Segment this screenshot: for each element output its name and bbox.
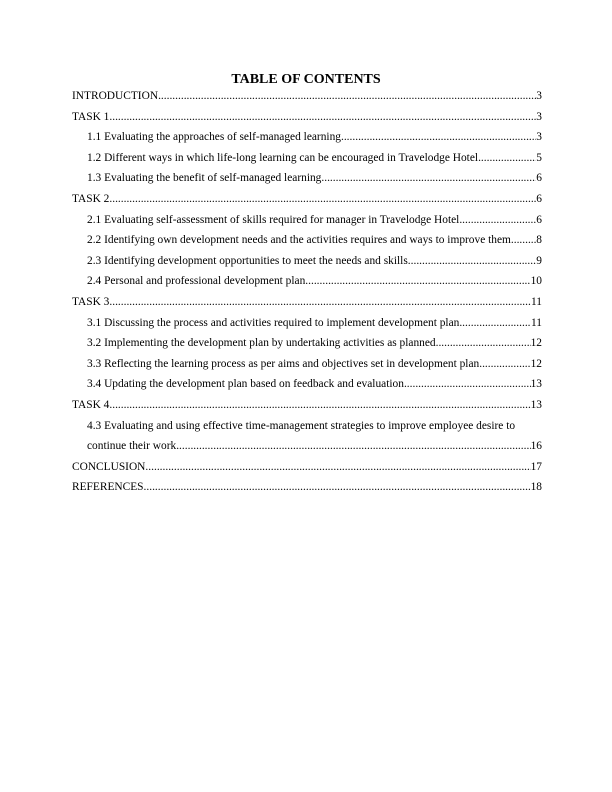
- dot-leader: [436, 333, 531, 354]
- toc-entry-3-3[interactable]: [72, 354, 542, 375]
- toc-entry-label: 2.1 Evaluating self-assessment of skills required for manager in Travelodge Hotel: [87, 213, 460, 226]
- dot-leader: [459, 313, 531, 334]
- toc-entry-label: 1.3 Evaluating the benefit of self-managed learning: [87, 172, 322, 185]
- toc-entry-3-4[interactable]: [72, 374, 542, 395]
- toc-entry-label: TASK 2: [72, 192, 110, 205]
- toc-entry-task-2[interactable]: [72, 189, 542, 210]
- toc-entry-1-1[interactable]: [72, 127, 542, 148]
- toc-entry-references[interactable]: [72, 477, 542, 498]
- toc-entry-2-4[interactable]: [72, 271, 542, 292]
- page-title: TABLE OF CONTENTS: [231, 72, 381, 87]
- toc-entry-introduction[interactable]: [72, 86, 542, 107]
- dot-leader: [109, 292, 531, 313]
- toc-entry-2-2[interactable]: [72, 230, 542, 251]
- toc-entry-label: 2.2 Identifying own development needs and the activities requires and ways to improve them: [87, 234, 511, 247]
- toc-entry-1-2[interactable]: [72, 148, 542, 169]
- toc-page-number: 10: [530, 275, 542, 288]
- toc-entry-4-3-continued[interactable]: [72, 436, 542, 457]
- toc-page-number: 13: [530, 398, 542, 411]
- toc-entry-label: 2.3 Identifying development opportunities to meet the needs and skills: [87, 254, 408, 267]
- toc-entry-2-1[interactable]: [72, 210, 542, 231]
- toc-entry-label: 3.3 Reflecting the learning process as per aims and objectives set in development plan: [87, 357, 480, 370]
- dot-leader: [341, 127, 536, 148]
- toc-entry-label: TASK 3: [72, 295, 110, 308]
- toc-entry-label: 3.1 Discussing the process and activities required to implement development plan: [87, 316, 460, 329]
- dot-leader: [408, 251, 537, 272]
- toc-page-number: 17: [530, 460, 542, 473]
- dot-leader: [478, 148, 536, 169]
- table-of-contents: [72, 86, 542, 498]
- dot-leader: [511, 230, 536, 251]
- toc-entry-label: CONCLUSION: [72, 460, 146, 473]
- toc-entry-2-3[interactable]: [72, 251, 542, 272]
- toc-entry-4-3[interactable]: [72, 416, 542, 437]
- toc-entry-label: REFERENCES: [72, 481, 144, 494]
- dot-leader: [404, 374, 531, 395]
- toc-entry-3-1[interactable]: [72, 313, 542, 334]
- dot-leader: [109, 395, 530, 416]
- toc-entry-3-2[interactable]: [72, 333, 542, 354]
- toc-page-number: 5: [536, 151, 542, 164]
- toc-page-number: 18: [530, 481, 542, 494]
- toc-page-number: 6: [536, 172, 542, 185]
- toc-entry-label: 1.2 Different ways in which life-long learning can be encouraged in Travelodge Hotel: [87, 151, 479, 164]
- dot-leader: [109, 189, 536, 210]
- toc-entry-label: 4.3 Evaluating and using effective time-management strategies to improve employee desire to: [87, 419, 516, 432]
- toc-page-number: 8: [536, 234, 542, 247]
- toc-entry-conclusion[interactable]: [72, 457, 542, 478]
- toc-page-number: 9: [536, 254, 542, 267]
- dot-leader: [145, 457, 530, 478]
- toc-entry-label: 3.4 Updating the development plan based on feedback and evaluation: [87, 378, 404, 391]
- toc-page-number: 6: [536, 192, 542, 205]
- toc-page-number: 12: [530, 337, 542, 350]
- toc-page-number: 3: [536, 90, 542, 102]
- toc-entry-label: INTRODUCTION: [72, 90, 159, 102]
- dot-leader: [109, 107, 536, 128]
- toc-entry-task-4[interactable]: [72, 395, 542, 416]
- toc-page-number: 16: [530, 440, 542, 453]
- toc-page-number: 3: [536, 131, 542, 144]
- dot-leader: [176, 436, 530, 457]
- dot-leader: [144, 477, 531, 498]
- dot-leader: [479, 354, 530, 375]
- toc-entry-label: TASK 1: [72, 110, 110, 123]
- toc-page-number: 3: [536, 110, 542, 123]
- toc-entry-1-3[interactable]: [72, 168, 542, 189]
- toc-page-number: 12: [530, 357, 542, 370]
- toc-entry-label: TASK 4: [72, 398, 110, 411]
- toc-page-number: 11: [531, 316, 542, 329]
- toc-page-number: 13: [530, 378, 542, 391]
- dot-leader: [321, 168, 536, 189]
- toc-entry-label: 1.1 Evaluating the approaches of self-managed learning: [87, 131, 341, 144]
- dot-leader: [459, 210, 536, 231]
- toc-entry-task-1[interactable]: [72, 107, 542, 128]
- toc-entry-label: 2.4 Personal and professional development plan: [87, 275, 306, 288]
- dot-leader: [158, 86, 536, 107]
- toc-entry-task-3[interactable]: [72, 292, 542, 313]
- toc-page-number: 11: [531, 295, 542, 308]
- toc-page-number: 6: [536, 213, 542, 226]
- toc-entry-label: continue their work: [87, 440, 177, 453]
- toc-entry-label: 3.2 Implementing the development plan by undertaking activities as planned: [87, 337, 436, 350]
- dot-leader: [305, 271, 530, 292]
